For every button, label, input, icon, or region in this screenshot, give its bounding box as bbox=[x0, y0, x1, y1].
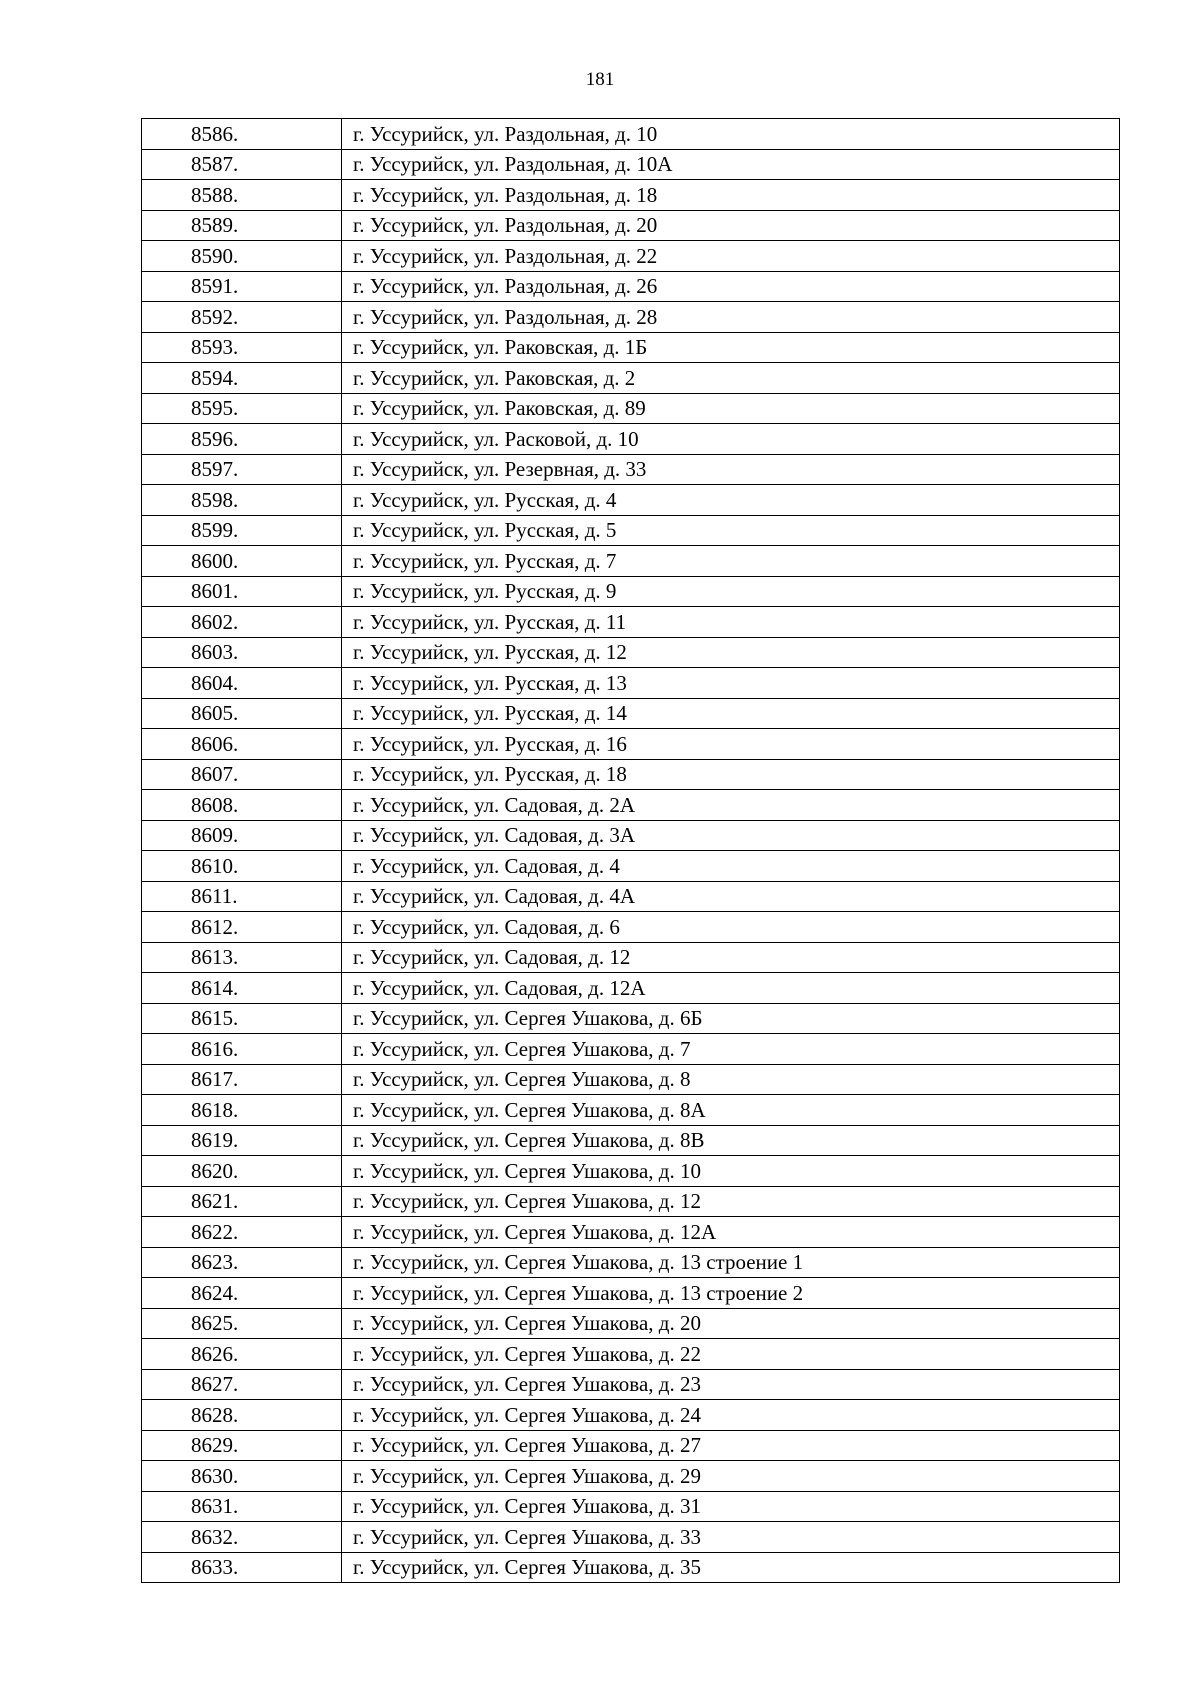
table-row bbox=[142, 881, 1120, 912]
row-number-cell: 8624. bbox=[142, 1278, 342, 1309]
table-row bbox=[142, 973, 1120, 1004]
address-cell: г. Уссурийск, ул. Сергея Ушакова, д. 13 строение 2 bbox=[342, 1278, 1120, 1309]
table-row bbox=[142, 1278, 1120, 1309]
row-number-cell: 8607. bbox=[142, 759, 342, 790]
address-cell: г. Уссурийск, ул. Сергея Ушакова, д. 8А bbox=[342, 1095, 1120, 1126]
table-row bbox=[142, 790, 1120, 821]
row-number-cell: 8588. bbox=[142, 180, 342, 211]
address-cell: г. Уссурийск, ул. Сергея Ушакова, д. 10 bbox=[342, 1156, 1120, 1187]
page-number: 181 bbox=[585, 69, 615, 90]
address-table-body bbox=[142, 119, 1120, 1583]
table-row bbox=[142, 729, 1120, 760]
row-number-cell: 8626. bbox=[142, 1339, 342, 1370]
row-number-cell: 8608. bbox=[142, 790, 342, 821]
address-cell: г. Уссурийск, ул. Сергея Ушакова, д. 29 bbox=[342, 1461, 1120, 1492]
table-row bbox=[142, 851, 1120, 882]
row-number-cell: 8610. bbox=[142, 851, 342, 882]
address-cell: г. Уссурийск, ул. Садовая, д. 3А bbox=[342, 820, 1120, 851]
row-number-cell: 8615. bbox=[142, 1003, 342, 1034]
row-number-cell: 8622. bbox=[142, 1217, 342, 1248]
table-row bbox=[142, 485, 1120, 516]
table-row bbox=[142, 942, 1120, 973]
row-number-cell: 8602. bbox=[142, 607, 342, 638]
address-table bbox=[141, 118, 1120, 1583]
row-number-cell: 8632. bbox=[142, 1522, 342, 1553]
table-row bbox=[142, 271, 1120, 302]
address-cell: г. Уссурийск, ул. Сергея Ушакова, д. 7 bbox=[342, 1034, 1120, 1065]
row-number-cell: 8625. bbox=[142, 1308, 342, 1339]
table-row bbox=[142, 454, 1120, 485]
row-number-cell: 8592. bbox=[142, 302, 342, 333]
table-row bbox=[142, 1552, 1120, 1583]
table-row bbox=[142, 393, 1120, 424]
address-cell: г. Уссурийск, ул. Резервная, д. 33 bbox=[342, 454, 1120, 485]
address-cell: г. Уссурийск, ул. Раздольная, д. 20 bbox=[342, 210, 1120, 241]
row-number-cell: 8628. bbox=[142, 1400, 342, 1431]
row-number-cell: 8609. bbox=[142, 820, 342, 851]
row-number-cell: 8621. bbox=[142, 1186, 342, 1217]
row-number-cell: 8590. bbox=[142, 241, 342, 272]
table-row bbox=[142, 1369, 1120, 1400]
row-number-cell: 8605. bbox=[142, 698, 342, 729]
row-number-cell: 8613. bbox=[142, 942, 342, 973]
address-cell: г. Уссурийск, ул. Сергея Ушакова, д. 12А bbox=[342, 1217, 1120, 1248]
address-cell: г. Уссурийск, ул. Раздольная, д. 26 bbox=[342, 271, 1120, 302]
table-row bbox=[142, 698, 1120, 729]
address-cell: г. Уссурийск, ул. Раздольная, д. 10 bbox=[342, 119, 1120, 150]
row-number-cell: 8599. bbox=[142, 515, 342, 546]
table-row bbox=[142, 149, 1120, 180]
address-cell: г. Уссурийск, ул. Русская, д. 13 bbox=[342, 668, 1120, 699]
address-cell: г. Уссурийск, ул. Сергея Ушакова, д. 8 bbox=[342, 1064, 1120, 1095]
address-cell: г. Уссурийск, ул. Раковская, д. 2 bbox=[342, 363, 1120, 394]
table-row bbox=[142, 1064, 1120, 1095]
table-row bbox=[142, 180, 1120, 211]
row-number-cell: 8629. bbox=[142, 1430, 342, 1461]
address-cell: г. Уссурийск, ул. Раздольная, д. 28 bbox=[342, 302, 1120, 333]
address-cell: г. Уссурийск, ул. Садовая, д. 4 bbox=[342, 851, 1120, 882]
row-number-cell: 8603. bbox=[142, 637, 342, 668]
address-cell: г. Уссурийск, ул. Русская, д. 16 bbox=[342, 729, 1120, 760]
table-row bbox=[142, 1491, 1120, 1522]
table-row bbox=[142, 912, 1120, 943]
row-number-cell: 8598. bbox=[142, 485, 342, 516]
table-row bbox=[142, 1400, 1120, 1431]
table-row bbox=[142, 1522, 1120, 1553]
row-number-cell: 8619. bbox=[142, 1125, 342, 1156]
address-cell: г. Уссурийск, ул. Сергея Ушакова, д. 23 bbox=[342, 1369, 1120, 1400]
table-row bbox=[142, 424, 1120, 455]
address-cell: г. Уссурийск, ул. Сергея Ушакова, д. 33 bbox=[342, 1522, 1120, 1553]
table-row bbox=[142, 210, 1120, 241]
table-row bbox=[142, 637, 1120, 668]
table-row bbox=[142, 302, 1120, 333]
address-cell: г. Уссурийск, ул. Русская, д. 14 bbox=[342, 698, 1120, 729]
address-cell: г. Уссурийск, ул. Сергея Ушакова, д. 13 строение 1 bbox=[342, 1247, 1120, 1278]
row-number-cell: 8631. bbox=[142, 1491, 342, 1522]
table-row bbox=[142, 332, 1120, 363]
table-row bbox=[142, 1339, 1120, 1370]
row-number-cell: 8618. bbox=[142, 1095, 342, 1126]
row-number-cell: 8616. bbox=[142, 1034, 342, 1065]
address-cell: г. Уссурийск, ул. Расковой, д. 10 bbox=[342, 424, 1120, 455]
row-number-cell: 8601. bbox=[142, 576, 342, 607]
row-number-cell: 8591. bbox=[142, 271, 342, 302]
table-row bbox=[142, 1461, 1120, 1492]
address-cell: г. Уссурийск, ул. Русская, д. 11 bbox=[342, 607, 1120, 638]
row-number-cell: 8614. bbox=[142, 973, 342, 1004]
row-number-cell: 8597. bbox=[142, 454, 342, 485]
address-cell: г. Уссурийск, ул. Русская, д. 12 bbox=[342, 637, 1120, 668]
address-cell: г. Уссурийск, ул. Сергея Ушакова, д. 35 bbox=[342, 1552, 1120, 1583]
row-number-cell: 8604. bbox=[142, 668, 342, 699]
row-number-cell: 8623. bbox=[142, 1247, 342, 1278]
row-number-cell: 8611. bbox=[142, 881, 342, 912]
address-cell: г. Уссурийск, ул. Сергея Ушакова, д. 24 bbox=[342, 1400, 1120, 1431]
table-row bbox=[142, 1308, 1120, 1339]
table-row bbox=[142, 1095, 1120, 1126]
table-row bbox=[142, 1247, 1120, 1278]
address-cell: г. Уссурийск, ул. Русская, д. 18 bbox=[342, 759, 1120, 790]
address-cell: г. Уссурийск, ул. Садовая, д. 2А bbox=[342, 790, 1120, 821]
table-row bbox=[142, 1156, 1120, 1187]
row-number-cell: 8627. bbox=[142, 1369, 342, 1400]
address-cell: г. Уссурийск, ул. Сергея Ушакова, д. 27 bbox=[342, 1430, 1120, 1461]
table-row bbox=[142, 241, 1120, 272]
address-cell: г. Уссурийск, ул. Раковская, д. 1Б bbox=[342, 332, 1120, 363]
address-cell: г. Уссурийск, ул. Садовая, д. 12А bbox=[342, 973, 1120, 1004]
row-number-cell: 8633. bbox=[142, 1552, 342, 1583]
address-cell: г. Уссурийск, ул. Раздольная, д. 10А bbox=[342, 149, 1120, 180]
row-number-cell: 8612. bbox=[142, 912, 342, 943]
row-number-cell: 8620. bbox=[142, 1156, 342, 1187]
table-row bbox=[142, 607, 1120, 638]
address-cell: г. Уссурийск, ул. Сергея Ушакова, д. 22 bbox=[342, 1339, 1120, 1370]
address-cell: г. Уссурийск, ул. Сергея Ушакова, д. 12 bbox=[342, 1186, 1120, 1217]
row-number-cell: 8593. bbox=[142, 332, 342, 363]
address-cell: г. Уссурийск, ул. Раздольная, д. 18 bbox=[342, 180, 1120, 211]
table-row bbox=[142, 546, 1120, 577]
row-number-cell: 8587. bbox=[142, 149, 342, 180]
table-row bbox=[142, 363, 1120, 394]
address-cell: г. Уссурийск, ул. Садовая, д. 12 bbox=[342, 942, 1120, 973]
table-row bbox=[142, 1034, 1120, 1065]
address-cell: г. Уссурийск, ул. Русская, д. 9 bbox=[342, 576, 1120, 607]
address-cell: г. Уссурийск, ул. Садовая, д. 4А bbox=[342, 881, 1120, 912]
row-number-cell: 8594. bbox=[142, 363, 342, 394]
table-row bbox=[142, 1430, 1120, 1461]
row-number-cell: 8600. bbox=[142, 546, 342, 577]
table-row bbox=[142, 668, 1120, 699]
row-number-cell: 8630. bbox=[142, 1461, 342, 1492]
row-number-cell: 8589. bbox=[142, 210, 342, 241]
address-cell: г. Уссурийск, ул. Раковская, д. 89 bbox=[342, 393, 1120, 424]
row-number-cell: 8606. bbox=[142, 729, 342, 760]
table-row bbox=[142, 515, 1120, 546]
table-row bbox=[142, 119, 1120, 150]
table-row bbox=[142, 1217, 1120, 1248]
row-number-cell: 8595. bbox=[142, 393, 342, 424]
address-cell: г. Уссурийск, ул. Сергея Ушакова, д. 31 bbox=[342, 1491, 1120, 1522]
table-row bbox=[142, 759, 1120, 790]
address-cell: г. Уссурийск, ул. Сергея Ушакова, д. 20 bbox=[342, 1308, 1120, 1339]
table-row bbox=[142, 576, 1120, 607]
address-cell: г. Уссурийск, ул. Русская, д. 5 bbox=[342, 515, 1120, 546]
address-cell: г. Уссурийск, ул. Сергея Ушакова, д. 6Б bbox=[342, 1003, 1120, 1034]
row-number-cell: 8617. bbox=[142, 1064, 342, 1095]
row-number-cell: 8586. bbox=[142, 119, 342, 150]
table-row bbox=[142, 1003, 1120, 1034]
table-row bbox=[142, 1186, 1120, 1217]
table-row bbox=[142, 1125, 1120, 1156]
table-row bbox=[142, 820, 1120, 851]
address-cell: г. Уссурийск, ул. Русская, д. 4 bbox=[342, 485, 1120, 516]
address-cell: г. Уссурийск, ул. Русская, д. 7 bbox=[342, 546, 1120, 577]
address-cell: г. Уссурийск, ул. Садовая, д. 6 bbox=[342, 912, 1120, 943]
address-cell: г. Уссурийск, ул. Сергея Ушакова, д. 8В bbox=[342, 1125, 1120, 1156]
address-cell: г. Уссурийск, ул. Раздольная, д. 22 bbox=[342, 241, 1120, 272]
row-number-cell: 8596. bbox=[142, 424, 342, 455]
